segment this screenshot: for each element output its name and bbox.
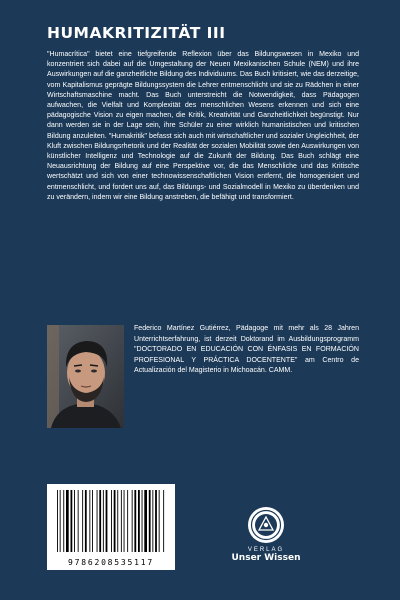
book-blurb: "Humacrítica" bietet eine tiefgreifende Reflexion über das Bildungswesen in Mexiko und konzentriert sich dabei auf die Umgestaltung der Neuen Mexikanischen Schule (NEM) und ihre Auswirkungen auf die ganzheitliche Bildung des Individuums. Das Buch kritisiert, wie das derzeitige, vom Kapitalismus geprägte Bildungssystem die Lehrer entmenschlicht und sie zu Rädchen in einer Wirtschaftsmaschine macht. Das Buch unterstreicht die Notwendigkeit, dass Pädagogen aufwachen, die Vielfalt und Komplexität des menschlichen Wesens erkennen und sich eine pädagogische Vision zu eigen machen, die Kritik, Kreativität und Ganzheitlichkeit begünstigt. Nur dann werden sie in der Lage sein, ihre Schüler zu einer wirklich humanistischen und kritischen Bildung anzuleiten. "Humakritik" befasst sich auch mit wirtschaftlicher und sozialer Ungleichheit, der Kluft zwischen Bildungsrhetorik und der Realität der sozialen Mobilität sowie den Auswirkungen von künstlicher Intelligenz und Technologie auf die Zukunft der Bildung. Das Buch schlägt eine Neuausrichtung der Bildung auf eine Perspektive vor, die das Menschliche und das Kritische wertschätzt und sich von einer technowissenschaftlichen Vision entfernt, die homogenisiert und entmenschlicht, und fordert uns auf, das Bildungs- und Sozialmodell in Mexiko zu überdenken und zu verändern, indem wir eine Bildung anstreben, die befähigt und transformiert. bbox=[47, 51, 359, 201]
barcode-bars bbox=[47, 484, 175, 558]
book-title: HUMAKRITIZITÄT III bbox=[47, 24, 226, 42]
isbn-barcode bbox=[47, 484, 175, 570]
publisher-emblem-icon bbox=[246, 505, 286, 545]
publisher-name: Unser Wissen bbox=[231, 553, 301, 563]
publisher-label: VERLAG bbox=[247, 547, 285, 553]
author-portrait-image bbox=[47, 325, 124, 428]
author-photo bbox=[47, 325, 124, 428]
barcode-number: 9786208535117 bbox=[67, 558, 154, 567]
publisher-logo bbox=[226, 505, 306, 563]
author-bio: Federico Martínez Gutiérrez, Pädagoge mit mehr als 28 Jahren Unterrichtserfahrung, ist derzeit Doktorand im Ausbildungsprogramm "DOCTORADO EN EDUCACIÓN CON ÉNFASIS EN FORMACIÓN PROFESIONAL Y PRÁCTICA DOCENTENTE" am Centro de Actualización del Magisterio in Michoacán. CAMM. bbox=[134, 325, 359, 375]
